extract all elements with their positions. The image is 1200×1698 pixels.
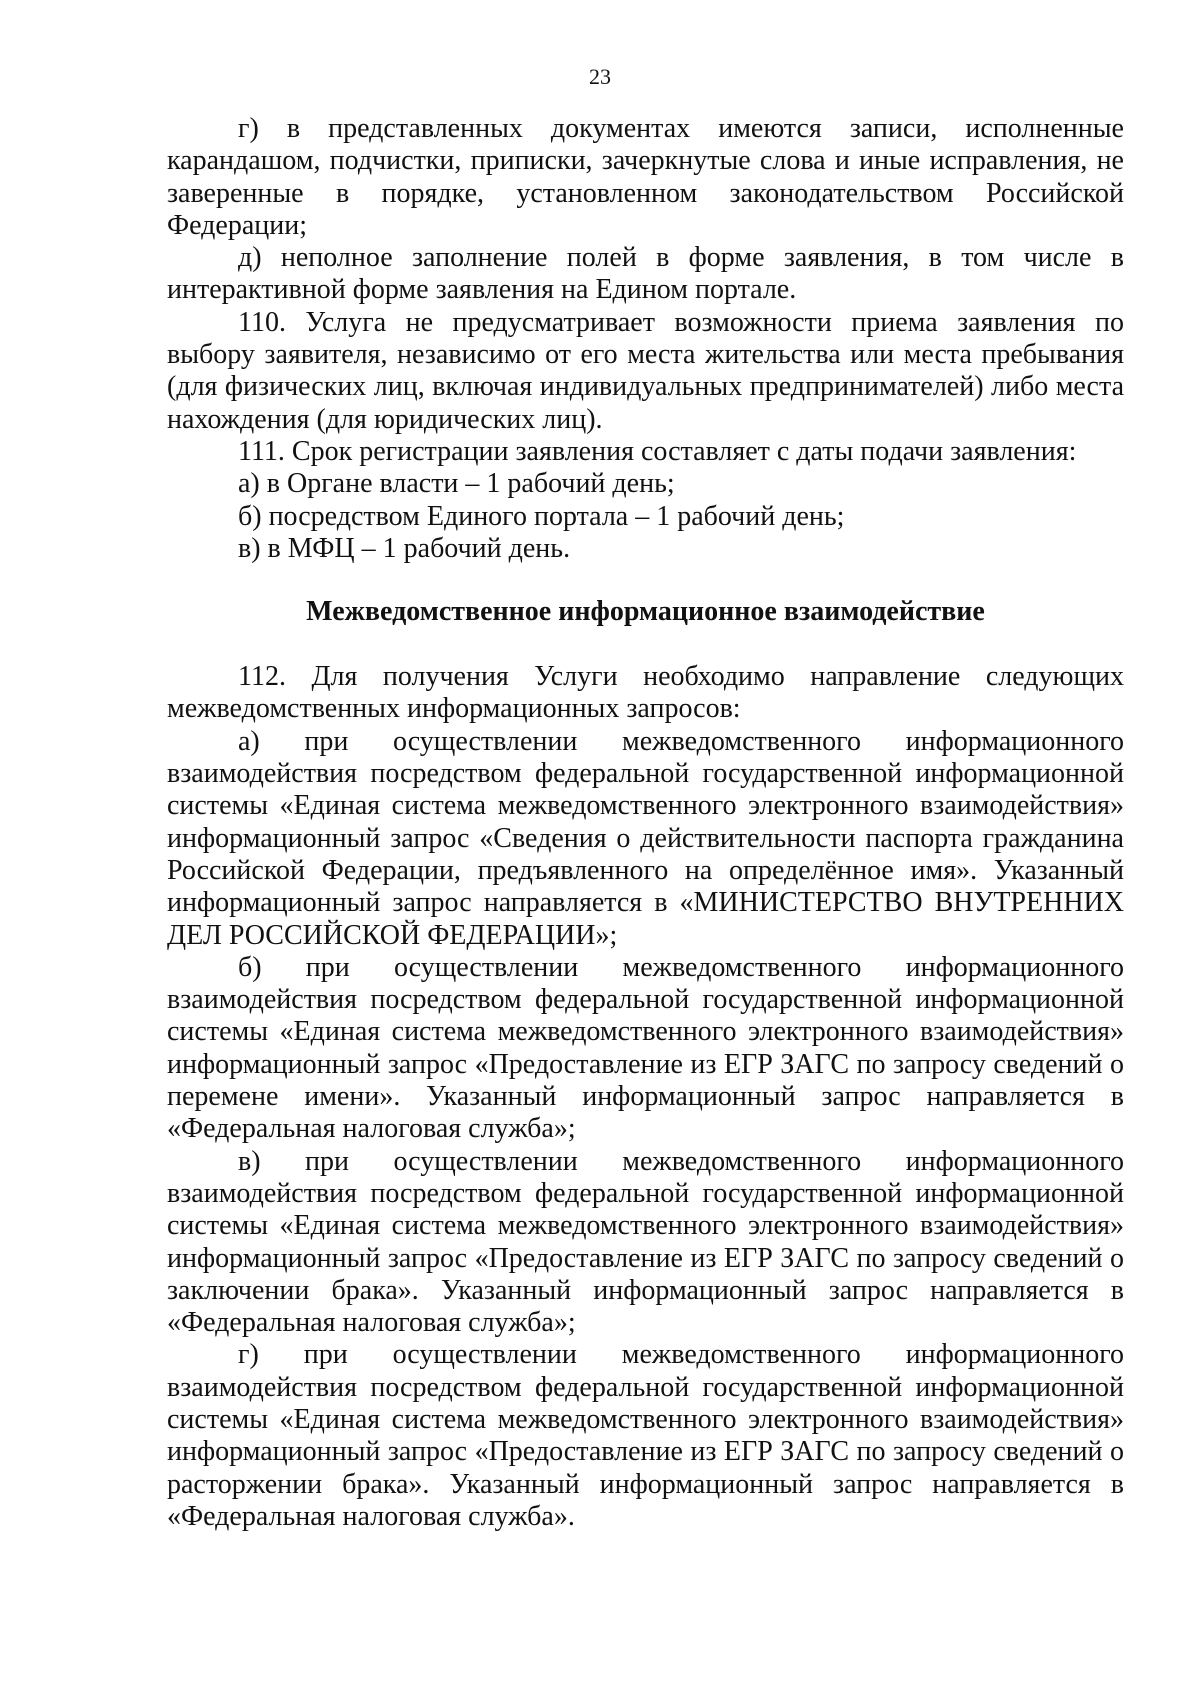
page-number: 23 (589, 64, 611, 89)
paragraph-d-incomplete-form: д) неполное заполнение полей в форме заявления, в том числе в интерактивной форме заявления на Едином портале. (167, 242, 1124, 306)
paragraph-111-a: а) в Органе власти – 1 рабочий день; (238, 468, 675, 500)
section-heading: Межведомственное информационное взаимодействие (306, 596, 985, 628)
paragraph-111-v: в) в МФЦ – 1 рабочий день. (238, 532, 571, 564)
paragraph-112-b: б) при осуществлении межведомственного информационного взаимодействия посредством федеральной государственной информационной системы «Единая система межведомственного электронного взаимодействия» информационный запрос «Предоставление из ЕГР ЗАГС по запросу сведений о перемене имени». Указанный информационный запрос направляется в «Федеральная налоговая служба»; (167, 951, 1124, 1145)
paragraph-112-v: в) при осуществлении межведомственного информационного взаимодействия посредством федеральной государственной информационной системы «Единая система межведомственного электронного взаимодействия» информационный запрос «Предоставление из ЕГР ЗАГС по запросу сведений о заключении брака». Указанный информационный запрос направляется в «Федеральная налоговая служба»; (167, 1145, 1124, 1339)
paragraph-g-corrections: г) в представленных документах имеются записи, исполненные карандашом, подчистки, приписки, зачеркнутые слова и иные исправления, не заверенные в порядке, установленном законодательством Российской Федерации; (167, 113, 1124, 241)
paragraph-110: 110. Услуга не предусматривает возможности приема заявления по выбору заявителя, независимо от его места жительства или места пребывания (для физических лиц, включая индивидуальных предпринимателей) либо места нахождения (для юридических лиц). (167, 306, 1124, 435)
paragraph-111: 111. Срок регистрации заявления составляет с даты подачи заявления: (238, 435, 1077, 467)
paragraph-112-g: г) при осуществлении межведомственного информационного взаимодействия посредством федеральной государственной информационной системы «Единая система межведомственного электронного взаимодействия» информационный запрос «Предоставление из ЕГР ЗАГС по запросу сведений о расторжении брака». Указанный информационный запрос направляется в «Федеральная налоговая служба». (167, 1339, 1124, 1532)
paragraph-111-b: б) посредством Единого портала – 1 рабочий день; (238, 500, 845, 532)
paragraph-112-a: а) при осуществлении межведомственного информационного взаимодействия посредством федеральной государственной информационной системы «Единая система межведомственного электронного взаимодействия» информационный запрос «Сведения о действительности паспорта гражданина Российской Федерации, предъявленного на определённое имя». Указанный информационный запрос направляется в «МИНИСТЕРСТВО ВНУТРЕННИХ ДЕЛ РОССИЙСКОЙ ФЕДЕРАЦИИ»; (167, 725, 1124, 951)
paragraph-112: 112. Для получения Услуги необходимо направление следующих межведомственных информационных запросов: (167, 661, 1124, 725)
document-body (167, 113, 1124, 1533)
